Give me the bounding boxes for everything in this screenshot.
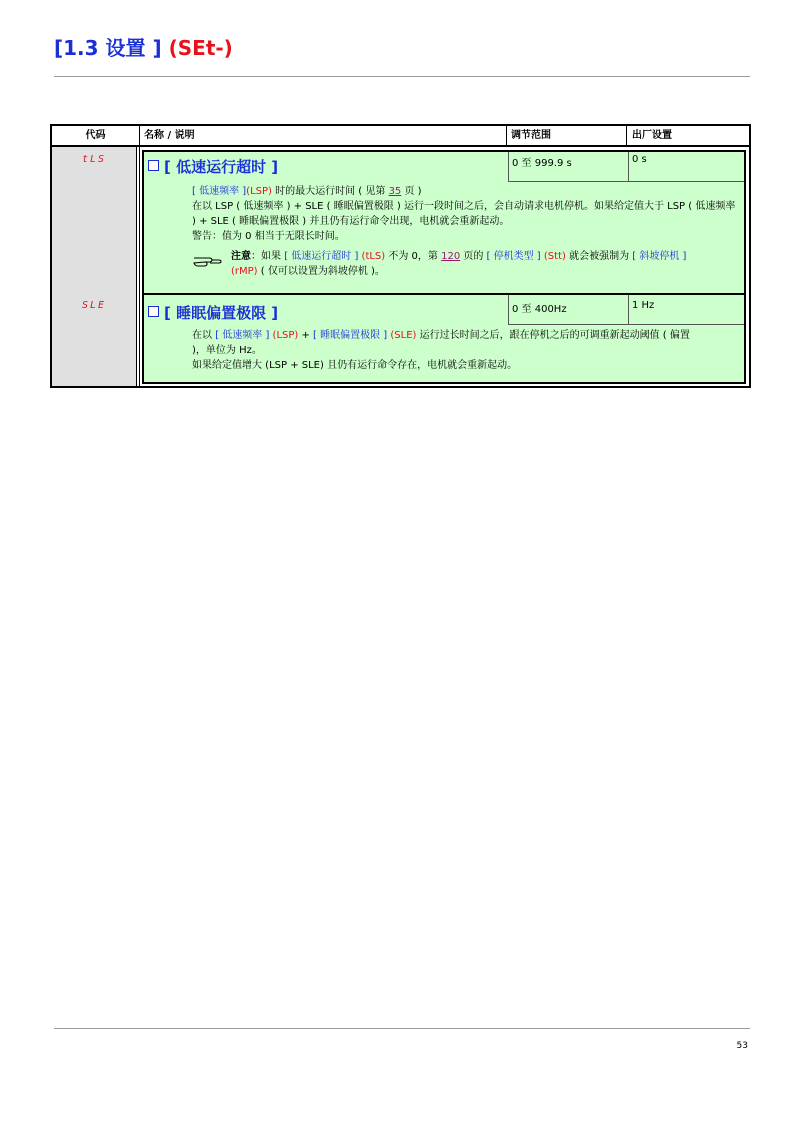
table-header <box>52 126 749 147</box>
checkbox-icon <box>148 306 159 317</box>
page-link[interactable]: 120 <box>441 251 461 262</box>
default-cell: 0 s <box>628 152 744 182</box>
note-text: 注意：如果 [ 低速运行超时 ] (tLS) 不为 0，第 120 页的 [ 停机类型 ] (Stt) 就会被强制为 [ 斜坡停机 ] (rMP) ( 仅可以设置为斜坡停机 )。 <box>231 251 687 277</box>
warning-line: 警告：值为 0 相当于无限长时间。 <box>192 231 345 242</box>
description-line: 在以 LSP ( 低速频率 ) + SLE ( 睡眠偏置极限 ) 运行一段时间之后，会自动请求电机停机。如果给定值大于 LSP ( 低速频率 ) + SLE ( 睡眠偏置极限 ) 并且仍有运行命令出现，电机就会重新起动。 <box>192 201 736 227</box>
parameter-title: [ 睡眠偏置极限 ] <box>148 302 278 323</box>
pointing-hand-icon <box>192 251 222 269</box>
page-link[interactable]: 35 <box>388 186 402 197</box>
note-label: 注意 <box>231 251 251 262</box>
parameter-row-sle <box>142 293 746 384</box>
divider <box>139 147 140 386</box>
checkbox-icon <box>148 160 159 171</box>
range-cell: 0 至 999.9 s <box>508 152 628 182</box>
parameter-description <box>192 184 736 244</box>
column-header-default: 出厂设置 <box>632 130 672 141</box>
description-line: 在以 [ 低速频率 ] (LSP) + [ 睡眠偏置极限 ] (SLE) 运行过长时间之后，跟在停机之后的可调重新起动阈值 ( 偏置 )，单位为 Hz。 <box>192 330 690 356</box>
column-header-code: 代码 <box>52 126 140 145</box>
parameter-code-tls: tLS <box>81 154 107 165</box>
page-number: 53 <box>736 1041 748 1051</box>
parameter-code-sle: SLE <box>81 300 107 311</box>
bottom-divider <box>54 1028 750 1029</box>
description-line: 如果给定值增大 (LSP + SLE) 且仍有运行命令存在，电机就会重新起动。 <box>192 360 518 371</box>
column-header-name: 名称 / 说明 <box>140 126 507 145</box>
divider <box>136 147 137 386</box>
parameter-table <box>50 124 751 388</box>
code-column <box>52 147 136 386</box>
column-header-range: 调节范围 <box>508 126 627 145</box>
title-section: [1.3 设置 ] <box>54 36 162 60</box>
description-line: [ 低速频率 ](LSP) 时的最大运行时间 ( 见第 35 页 ) <box>192 186 422 197</box>
title-code: (SEt-) <box>168 36 233 60</box>
parameter-row-tls <box>142 150 746 295</box>
parameter-description <box>192 328 704 373</box>
parameter-title: [ 低速运行超时 ] <box>148 156 278 177</box>
top-divider <box>54 76 750 77</box>
range-cell: 0 至 400Hz <box>508 295 628 325</box>
page-title <box>54 32 233 61</box>
default-cell: 1 Hz <box>628 295 744 325</box>
